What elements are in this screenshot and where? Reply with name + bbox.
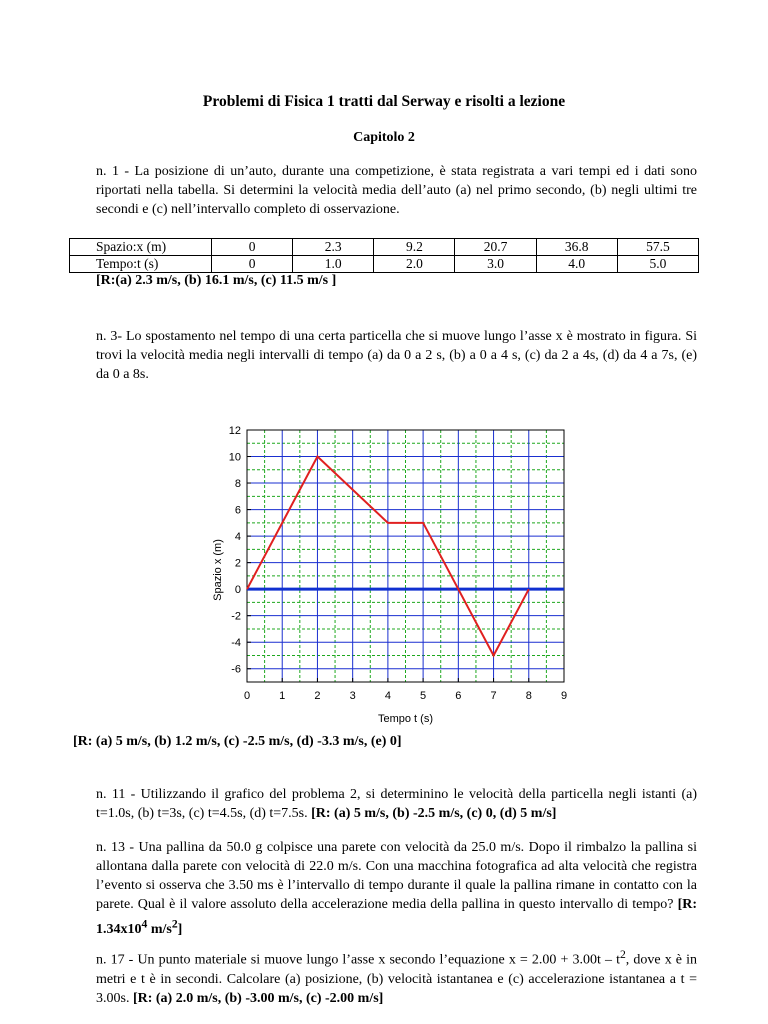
x-tick-label: 7	[490, 690, 497, 702]
y-tick-label: -2	[231, 610, 241, 623]
problem-1-answer: [R:(a) 2.3 m/s, (b) 16.1 m/s, (c) 11.5 m/s ]	[96, 273, 337, 288]
table-row	[70, 256, 699, 273]
y-tick-label: 8	[234, 478, 241, 491]
table-cell: 9.2	[374, 239, 455, 256]
x-axis-label: Tempo t (s)	[377, 713, 434, 725]
y-axis-label: Spazio x (m)	[212, 539, 224, 601]
table-cell: 4.0	[536, 256, 617, 273]
x-tick-label: 1	[279, 690, 286, 702]
answer-part: [R: 1.34x10	[96, 897, 697, 937]
x-tick-label: 4	[384, 690, 391, 702]
x-tick-label: 0	[243, 690, 251, 702]
y-tick-label: -4	[231, 637, 241, 650]
displacement-chart	[200, 418, 580, 725]
problem-17-body-cont: , dove x è in metri e t è in secondi. Calcolare (a) posizione, (b) velocità istantanea e (c) accelerazione istantanea a t = 3.00s.	[96, 952, 697, 1006]
x-tick-label: 2	[314, 690, 321, 702]
problem-17-body: n. 17 - Un punto materiale si muove lungo l’asse x secondo l’equazione x = 2.00 + 3.00t – t	[96, 952, 620, 968]
table-row-label: Tempo:t (s)	[70, 256, 212, 273]
y-tick-label: 6	[234, 504, 241, 517]
answer-part: ]	[177, 921, 183, 937]
document-title: Problemi di Fisica 1 tratti dal Serway e risolti a lezione	[202, 93, 566, 110]
problem-11-answer: [R: (a) 5 m/s, (b) -2.5 m/s, (c) 0, (d) 5 m/s]	[311, 806, 557, 821]
problem-3-text: n. 3- Lo spostamento nel tempo di una certa particella che si muove lungo l’asse x è mostrato in figura. Si trovi la velocità media negli intervalli di tempo (a) da 0 a 2 s, (b) a 0 a 4 s, (c) da 2 a 4s, (d) da 4 a 7s, (e) da 0 a 8s.	[96, 329, 697, 382]
problem-11-text	[96, 785, 697, 823]
problem-11-body: n. 11 - Utilizzando il grafico del problema 2, si determinino le velocità della particella negli istanti (a) t=1.0s, (b) t=3s, (c) t=4.5s, (d) t=7.5s.	[96, 787, 697, 821]
table-cell: 36.8	[536, 239, 617, 256]
problem-1-text: n. 1 - La posizione di un’auto, durante una competizione, è stata registrata a vari tempi ed i dati sono riportati nella tabella. Si determini la velocità media dell’auto (a) nel primo secondo, (b) negli ultimi tre secondi e (c) nell’intervallo completo di osservazione.	[96, 164, 697, 217]
y-tick-label: -6	[231, 663, 241, 676]
problem-3-answer: [R: (a) 5 m/s, (b) 1.2 m/s, (c) -2.5 m/s, (d) -3.3 m/s, (e) 0]	[73, 734, 402, 749]
x-tick-label: 6	[455, 690, 462, 702]
chapter-heading: Capitolo 2	[353, 130, 415, 145]
table-cell: 57.5	[617, 239, 698, 256]
equation-exponent: 2	[619, 948, 626, 961]
problem-13-body: n. 13 - Una pallina da 50.0 g colpisce una parete con velocità da 25.0 m/s. Dopo il rimbalzo la pallina si allontana dalla parete con velocità di 22.0 m/s. Con una macchina fotografica ad alta velocità che registra l’evento si osserva che 3.50 ms è l’intervallo di tempo durante il quale la pallina rimane in contatto con la parete. Qual è il valore assoluto della accelerazione media della pallina in questo intervallo di tempo?	[96, 840, 697, 912]
answer-part: m/s	[147, 921, 172, 937]
y-tick-label: 4	[234, 531, 241, 544]
table-cell: 0	[212, 239, 293, 256]
x-tick-label: 3	[349, 690, 356, 702]
table-cell: 2.0	[374, 256, 455, 273]
problem-13-text	[96, 838, 697, 939]
table-cell: 1.0	[293, 256, 374, 273]
x-tick-label: 5	[420, 690, 427, 702]
y-tick-label: 2	[234, 557, 241, 570]
answer-exponent: 2	[171, 917, 178, 930]
answer-exponent: 4	[141, 917, 148, 930]
table-cell: 3.0	[455, 256, 536, 273]
y-tick-label: 10	[228, 451, 241, 464]
table-row-label: Spazio:x (m)	[70, 239, 212, 256]
y-tick-label: 0	[234, 584, 241, 597]
data-table	[69, 238, 699, 273]
table-cell: 20.7	[455, 239, 536, 256]
table-cell: 5.0	[617, 256, 698, 273]
x-tick-label: 9	[560, 690, 568, 702]
table-row	[70, 239, 699, 256]
x-tick-label: 8	[525, 690, 532, 702]
table-cell: 2.3	[293, 239, 374, 256]
y-tick-label: 12	[228, 425, 241, 437]
problem-17-text	[96, 945, 697, 1008]
table-cell: 0	[212, 256, 293, 273]
problem-17-answer: [R: (a) 2.0 m/s, (b) -3.00 m/s, (c) -2.00 m/s]	[132, 990, 384, 1006]
